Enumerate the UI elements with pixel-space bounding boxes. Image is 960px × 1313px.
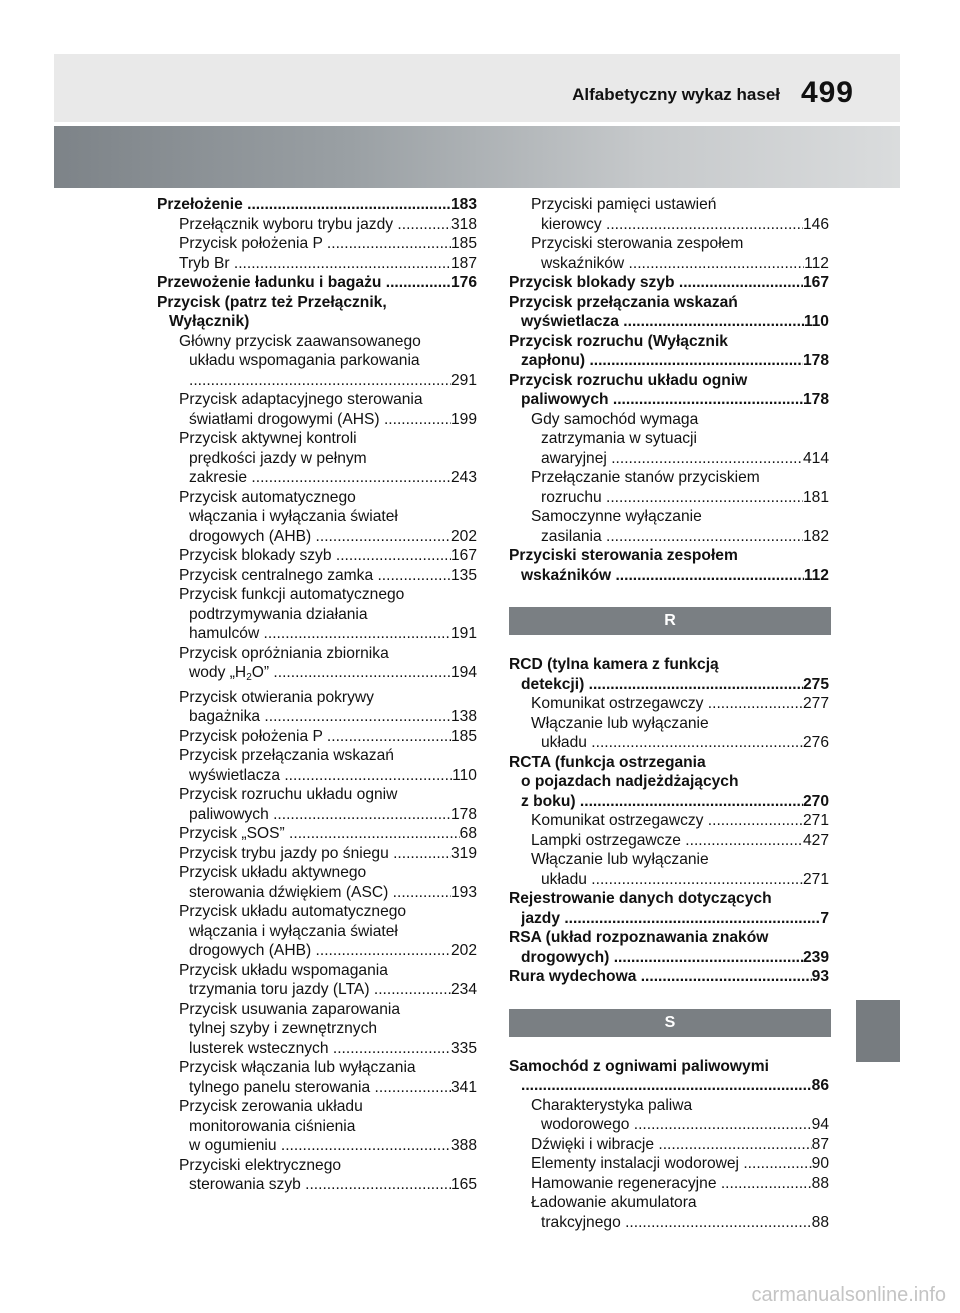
index-entry <box>509 655 829 675</box>
index-entry-page: 88 <box>811 1174 829 1192</box>
index-entry-text: monitorowania ciśnienia <box>189 1117 356 1135</box>
index-entry <box>509 312 829 332</box>
index-entry <box>157 707 477 727</box>
index-entry-page: 110 <box>452 766 477 784</box>
index-entry-text: RSA (układ rozpoznawania znaków <box>509 929 769 946</box>
index-entry-page: 138 <box>450 708 477 725</box>
index-entry <box>509 546 829 566</box>
index-entry-page: 86 <box>811 1077 829 1094</box>
index-entry-text: wskaźników ..... <box>541 254 804 274</box>
index-entry <box>509 351 829 371</box>
index-entry-page: 270 <box>802 792 829 810</box>
index-entry <box>157 1000 477 1020</box>
index-entry <box>157 902 477 922</box>
index-entry <box>509 234 829 254</box>
index-entry-text: zasilania ..... <box>541 527 803 547</box>
index-entry-text: Przycisk „SOS” ..... <box>179 824 460 844</box>
index-entry-page: 110 <box>803 313 829 330</box>
index-entry-page: 112 <box>804 254 829 272</box>
index-entry-page: 388 <box>450 1137 477 1154</box>
index-entry-text: detekcji) ..... <box>521 675 803 695</box>
index-entry-page: 243 <box>450 469 477 486</box>
index-entry-text: paliwowych ..... <box>521 390 803 410</box>
index-entry-text: zapłonu) ..... <box>521 351 803 371</box>
index-entry-text: układu wspomagania parkowania <box>189 352 420 369</box>
index-entry-text: Samochód z ogniwami paliwowymi <box>509 1057 769 1075</box>
index-entry-text: Przycisk opróżniania zbiornika <box>179 644 389 662</box>
index-entry <box>157 273 477 293</box>
index-entry <box>157 488 477 508</box>
index-entry <box>157 1175 477 1195</box>
index-entry-page: 181 <box>802 488 829 506</box>
index-entry <box>157 449 477 469</box>
index-entry <box>509 1154 829 1174</box>
index-entry-page: 234 <box>450 981 477 998</box>
index-entry <box>157 429 477 449</box>
index-entry <box>157 624 477 644</box>
index-entry-page: 239 <box>802 948 829 966</box>
index-entry-text: Przycisk blokady szyb ..... <box>179 546 451 566</box>
index-entry-page: 135 <box>450 566 477 584</box>
index-entry <box>509 1096 829 1116</box>
index-entry <box>509 909 829 929</box>
index-entry-page: 178 <box>802 391 829 408</box>
index-entry-text: RCTA (funkcja ostrzegania <box>509 753 706 771</box>
index-entry <box>509 527 829 547</box>
page-number: 499 <box>800 76 854 109</box>
index-entry <box>157 468 477 488</box>
index-entry-page: 68 <box>459 825 477 842</box>
index-entry <box>157 644 477 664</box>
index-entry <box>157 1117 477 1137</box>
index-entry <box>157 883 477 903</box>
watermark: carmanualsonline.info <box>751 1284 946 1306</box>
index-entry-text: Tryb Br ..... <box>179 254 451 274</box>
index-entry-page: 178 <box>802 352 829 369</box>
index-entry-page: 165 <box>450 1176 477 1193</box>
index-entry-page: 414 <box>802 449 829 467</box>
index-entry-text: Przycisk (patrz też Przełącznik, <box>157 293 387 311</box>
index-entry-text: drogowych (AHB) ..... <box>189 527 451 547</box>
index-entry-page: 87 <box>811 1135 829 1153</box>
index-entry-text: Przyciski sterowania zespołem <box>509 547 738 564</box>
index-entry <box>509 792 829 812</box>
index-entry-page: 277 <box>802 695 829 712</box>
index-entry-text: wody $„H_2O$” ..... <box>189 663 451 688</box>
index-entry-text: Przycisk trybu jazdy po śniegu ..... <box>179 844 451 864</box>
index-entry-text: Przycisk przełączania wskazań <box>179 747 394 764</box>
index-entry <box>509 566 829 586</box>
index-entry <box>157 293 477 313</box>
index-entry-text: Hamowanie regeneracyjne ..... <box>531 1174 812 1194</box>
index-entry-text: wyświetlacza ..... <box>189 766 452 786</box>
index-entry <box>157 688 477 708</box>
index-entry <box>157 980 477 1000</box>
index-entry <box>157 1078 477 1098</box>
index-entry <box>509 831 829 851</box>
index-entry-page: 291 <box>450 371 477 389</box>
index-entry-page: 93 <box>811 968 829 985</box>
page-header-title: Alfabetyczny wykaz haseł <box>572 85 780 104</box>
index-entry <box>157 727 477 747</box>
index-entry <box>157 410 477 430</box>
index-entry-text <box>189 371 451 391</box>
index-column-left <box>157 195 477 1195</box>
index-entry-text: Przyciski elektrycznego <box>179 1156 342 1174</box>
index-entry <box>157 585 477 605</box>
index-entry-page: 194 <box>450 664 477 681</box>
index-entry-text: wskaźników ..... <box>521 566 804 586</box>
index-entry-text: Przełożenie ..... <box>157 195 451 215</box>
index-entry-text: sterowania szyb ..... <box>189 1175 451 1195</box>
index-entry-text: drogowych) ..... <box>521 948 803 968</box>
index-entry <box>157 1136 477 1156</box>
index-entry-page: 319 <box>450 844 477 862</box>
index-entry-text: kierowcy ..... <box>541 215 803 235</box>
chapter-side-tab <box>856 1000 900 1062</box>
index-entry-page: 178 <box>450 805 477 823</box>
index-entry-text: Gdy samochód wymaga <box>531 410 699 428</box>
index-entry-page: 7 <box>820 909 829 927</box>
index-entry-page: 90 <box>811 1155 829 1172</box>
index-entry <box>157 1039 477 1059</box>
index-entry-text: w ogumieniu ..... <box>189 1136 451 1156</box>
index-entry <box>509 449 829 469</box>
index-entry <box>157 332 477 352</box>
index-entry-text <box>521 1076 812 1096</box>
index-entry <box>157 254 477 274</box>
index-entry-text: tylnego panelu sterowania ..... <box>189 1078 451 1098</box>
index-entry <box>157 234 477 254</box>
index-entry-text: Rura wydechowa ..... <box>509 967 812 987</box>
index-entry-text: RCD (tylna kamera z funkcją <box>509 656 719 673</box>
index-entry-text: Przewożenie ładunku i bagażu ..... <box>157 273 451 293</box>
index-entry-page: 94 <box>811 1116 829 1133</box>
index-entry <box>509 928 829 948</box>
index-entry <box>157 1156 477 1176</box>
index-entry <box>509 870 829 890</box>
index-entry-text: Przełącznik wyboru trybu jazdy ..... <box>179 215 451 235</box>
index-entry-text: Rejestrowanie danych dotyczących <box>509 890 772 907</box>
index-entry <box>509 429 829 449</box>
index-entry-text: Przycisk automatycznego <box>179 488 356 506</box>
index-entry <box>509 811 829 831</box>
index-entry-text: Wyłącznik) <box>169 313 250 330</box>
index-entry <box>157 663 477 688</box>
index-entry-text: Przycisk zerowania układu <box>179 1098 363 1115</box>
index-entry <box>509 948 829 968</box>
index-entry <box>157 605 477 625</box>
index-entry-page: 318 <box>450 215 477 233</box>
index-entry-text: z boku) ..... <box>521 792 803 812</box>
index-entry <box>509 390 829 410</box>
index-entry <box>157 527 477 547</box>
index-entry-text: drogowych (AHB) ..... <box>189 941 451 961</box>
index-entry <box>157 195 477 215</box>
index-entry <box>509 254 829 274</box>
index-entry-text: prędkości jazdy w pełnym <box>189 449 367 467</box>
index-entry-text: Przycisk rozruchu (Wyłącznik <box>509 332 728 350</box>
index-entry <box>157 863 477 883</box>
index-entry-page: 187 <box>450 254 477 272</box>
index-entry <box>509 195 829 215</box>
index-entry <box>509 889 829 909</box>
index-entry <box>157 824 477 844</box>
index-entry <box>157 1097 477 1117</box>
index-entry <box>509 753 829 773</box>
index-entry <box>157 746 477 766</box>
index-entry <box>509 675 829 695</box>
index-entry-text: zatrzymania w sytuacji <box>541 430 697 447</box>
index-entry-page: 88 <box>811 1213 829 1231</box>
index-entry-text: Przyciski sterowania zespołem <box>531 235 744 252</box>
index-entry-page: 183 <box>450 196 477 213</box>
index-entry-text: Ładowanie akumulatora <box>531 1194 697 1211</box>
index-entry-text: Charakterystyka paliwa <box>531 1096 693 1114</box>
index-entry-page: 199 <box>450 410 477 428</box>
index-entry-page: 176 <box>450 274 477 291</box>
index-entry-text: Przełączanie stanów przyciskiem <box>531 469 760 486</box>
index-entry-page: 275 <box>802 675 829 693</box>
index-entry <box>157 351 477 371</box>
index-entry <box>509 371 829 391</box>
index-entry <box>509 1115 829 1135</box>
index-entry <box>157 215 477 235</box>
index-entry <box>157 312 477 332</box>
index-entry-text: Przycisk układu automatycznego <box>179 903 407 920</box>
index-entry <box>157 961 477 981</box>
index-entry-page: 146 <box>802 215 829 233</box>
index-entry <box>509 273 829 293</box>
index-entry-text: Przycisk rozruchu układu ogniw <box>179 786 398 803</box>
index-entry-text: bagażnika ..... <box>189 707 451 727</box>
index-entry <box>509 468 829 488</box>
index-entry <box>157 844 477 864</box>
index-entry <box>157 766 477 786</box>
index-entry <box>509 1174 829 1194</box>
index-entry <box>509 1057 829 1077</box>
index-entry-text: rozruchu ..... <box>541 488 803 508</box>
index-entry <box>509 1213 829 1233</box>
index-entry <box>509 694 829 714</box>
section-header-r: R <box>509 607 831 635</box>
index-entry-text: lusterek wstecznych ..... <box>189 1039 451 1059</box>
index-entry-text: paliwowych ..... <box>189 805 451 825</box>
index-entry-text: Przycisk aktywnej kontroli <box>179 430 357 447</box>
index-entry-text: jazdy ..... <box>521 909 820 929</box>
index-entry-text: zakresie ..... <box>189 468 451 488</box>
index-entry <box>509 507 829 527</box>
index-entry-page: 335 <box>450 1039 477 1057</box>
index-entry-page: 202 <box>450 942 477 959</box>
index-entry-page: 193 <box>450 883 477 901</box>
index-entry <box>157 1058 477 1078</box>
index-entry <box>157 941 477 961</box>
index-entry <box>509 332 829 352</box>
index-entry <box>509 293 829 313</box>
index-entry-text: Przyciski pamięci ustawień <box>531 196 717 213</box>
index-entry-text: układu ..... <box>541 733 803 753</box>
index-entry <box>509 967 829 987</box>
index-entry <box>509 1193 829 1213</box>
index-entry-text: Przycisk centralnego zamka ..... <box>179 566 451 586</box>
index-entry-text: Przycisk funkcji automatycznego <box>179 586 405 603</box>
index-entry-text: o pojazdach nadjeżdżających <box>521 773 739 790</box>
index-entry-page: 427 <box>802 831 829 849</box>
index-entry-page: 182 <box>802 527 829 545</box>
index-entry <box>157 805 477 825</box>
index-entry-text: Włączanie lub wyłączanie <box>531 714 709 732</box>
index-entry-text: tylnej szyby i zewnętrznych <box>189 1020 378 1037</box>
index-entry-page: 271 <box>802 870 829 888</box>
index-entry-text: Przycisk rozruchu układu ogniw <box>509 371 748 389</box>
index-entry-text: Komunikat ostrzegawczy ..... <box>531 811 803 831</box>
index-entry <box>509 733 829 753</box>
index-entry-page: 341 <box>450 1078 477 1096</box>
index-entry-text: wyświetlacza ..... <box>521 312 804 332</box>
index-entry <box>157 1019 477 1039</box>
index-entry-page: 167 <box>802 274 829 291</box>
index-entry <box>157 390 477 410</box>
index-entry-text: Komunikat ostrzegawczy ..... <box>531 694 803 714</box>
index-entry <box>509 215 829 235</box>
index-entry-text: hamulców ..... <box>189 624 451 644</box>
index-entry-text: Dźwięki i wibracje ..... <box>531 1135 812 1155</box>
index-entry-text: światłami drogowymi (AHS) ..... <box>189 410 451 430</box>
index-entry-text: Przycisk włączania lub wyłączania <box>179 1059 416 1076</box>
index-entry <box>509 772 829 792</box>
index-entry-text: awaryjnej ..... <box>541 449 803 469</box>
index-entry-text: Przycisk blokady szyb ..... <box>509 273 803 293</box>
index-entry-text: Przycisk układu aktywnego <box>179 864 367 881</box>
index-entry-text: Samoczynne wyłączanie <box>531 508 702 525</box>
index-entry <box>509 410 829 430</box>
index-entry <box>509 488 829 508</box>
index-entry-page: 112 <box>803 566 829 584</box>
index-entry-text: układu ..... <box>541 870 803 890</box>
index-entry-page: 276 <box>802 734 829 751</box>
index-entry-page: 167 <box>450 547 477 564</box>
index-entry <box>157 566 477 586</box>
index-entry <box>509 850 829 870</box>
index-entry-text: Przycisk położenia P ..... <box>179 234 451 254</box>
index-entry-text: Przycisk adaptacyjnego sterowania <box>179 391 423 408</box>
index-entry-text: trakcyjnego ..... <box>541 1213 812 1233</box>
index-entry-text: trzymania toru jazdy (LTA) ..... <box>189 980 451 1000</box>
index-entry-text: Włączanie lub wyłączanie <box>531 851 709 868</box>
index-entry-text: wodorowego ..... <box>541 1115 812 1135</box>
index-entry-page: 202 <box>450 527 477 545</box>
index-entry <box>157 922 477 942</box>
index-entry-page: 185 <box>450 235 477 252</box>
index-entry-text: Elementy instalacji wodorowej ..... <box>531 1154 812 1174</box>
index-entry <box>157 507 477 527</box>
index-column-right <box>509 195 829 1232</box>
decorative-gradient-band <box>54 126 900 188</box>
index-entry-text: Przycisk usuwania zaparowania <box>179 1000 401 1018</box>
index-entry-text: włączania i wyłączania świateł <box>189 508 398 525</box>
index-entry-text: Główny przycisk zaawansowanego <box>179 332 421 350</box>
index-entry-text: podtrzymywania działania <box>189 605 368 623</box>
index-entry <box>509 1135 829 1155</box>
index-entry-page: 271 <box>802 812 829 829</box>
index-entry <box>509 714 829 734</box>
index-entry-text: Przycisk otwierania pokrywy <box>179 688 374 706</box>
index-entry-text: włączania i wyłączania świateł <box>189 922 398 940</box>
index-entry-text: Przycisk przełączania wskazań <box>509 293 738 311</box>
index-entry <box>157 785 477 805</box>
index-entry-page: 185 <box>450 727 477 745</box>
index-entry-text: Lampki ostrzegawcze ..... <box>531 831 803 851</box>
index-entry <box>157 371 477 391</box>
index-entry-text: Przycisk położenia P ..... <box>179 727 451 747</box>
index-entry-text: sterowania dźwiękiem (ASC) ..... <box>189 883 451 903</box>
index-entry-page: 191 <box>450 625 477 642</box>
index-entry <box>509 1076 829 1096</box>
index-entry <box>157 546 477 566</box>
section-header-s: S <box>509 1009 831 1037</box>
index-entry-text: Przycisk układu wspomagania <box>179 961 388 979</box>
